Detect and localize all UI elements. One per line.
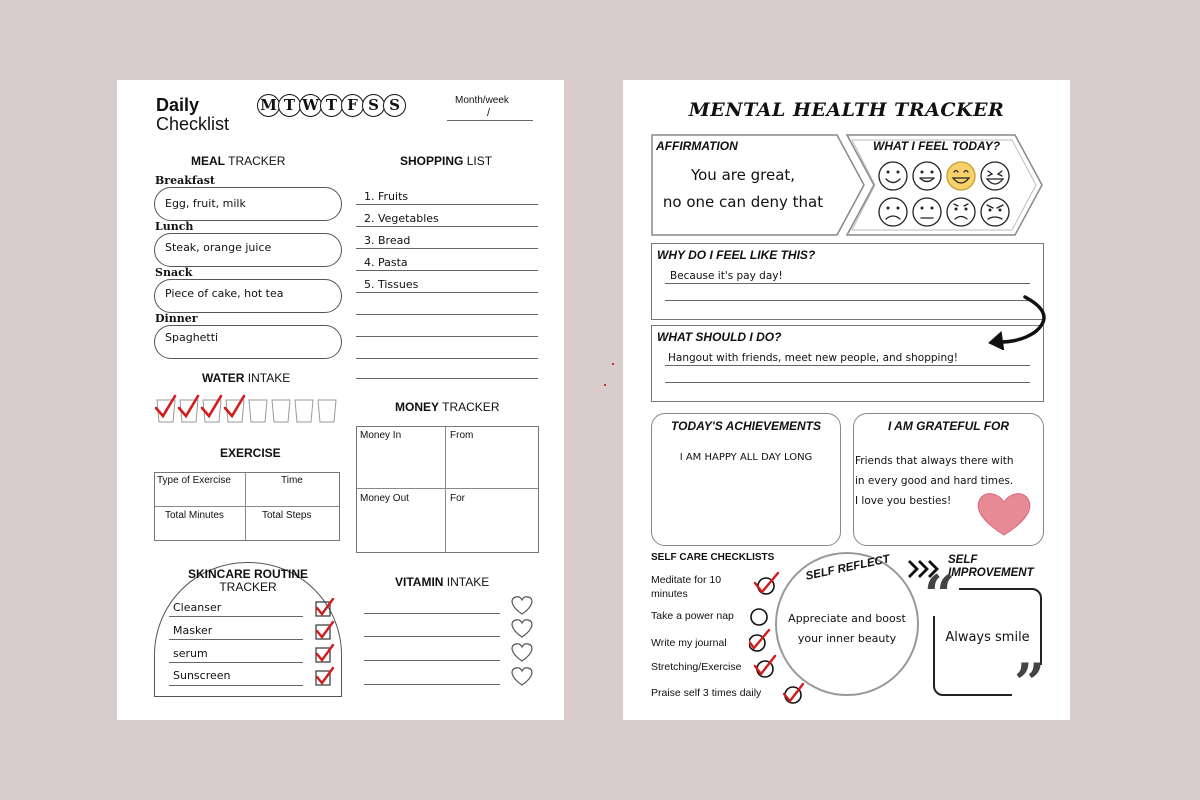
list-line: [665, 382, 1030, 383]
affirmation-text: [653, 162, 833, 216]
exercise-steps-header: Total Steps: [262, 510, 312, 521]
money-for-label: For: [450, 493, 465, 504]
skincare-item-serum: serum: [173, 647, 208, 660]
day-friday[interactable]: F: [341, 94, 364, 117]
shopping-item[interactable]: 5. Tissues: [364, 278, 419, 291]
day-monday[interactable]: M: [257, 94, 280, 117]
why-label: WHY DO I FEEL LIKE THIS?: [657, 248, 816, 262]
achievements-label: TODAY'S ACHIEVEMENTS: [671, 419, 821, 433]
daily-checklist-title: [156, 96, 229, 134]
grateful-label: I AM GRATEFUL FOR: [887, 419, 1010, 433]
heart-icon: [975, 490, 1033, 538]
snack-field[interactable]: [154, 279, 342, 313]
mood-faces[interactable]: [877, 160, 1013, 228]
list-line: [356, 292, 538, 293]
self-care-item-line: minutes: [651, 588, 688, 600]
self-improvement-line1: SELF: [948, 554, 978, 566]
day-wednesday[interactable]: W: [299, 94, 322, 117]
frown-face-icon: [879, 198, 907, 226]
shopping-item[interactable]: 1. Fruits: [364, 190, 409, 203]
self-improvement-label: [948, 554, 1034, 580]
list-line: [364, 613, 500, 614]
list-line: [356, 358, 538, 359]
self-care-item-meditate[interactable]: [651, 573, 721, 601]
affirmation-label: AFFIRMATION: [656, 139, 738, 153]
day-tuesday[interactable]: T: [278, 94, 301, 117]
meal-label-snack: Snack: [155, 266, 193, 279]
page-title: MENTAL HEALTH TRACKER: [688, 99, 1005, 121]
dinner-field[interactable]: [154, 325, 342, 359]
self-improvement-text[interactable]: Always smile: [945, 630, 1030, 645]
daily-checklist-page: [117, 80, 564, 720]
money-out-label: Money Out: [360, 493, 409, 504]
vitamin-hearts[interactable]: [508, 594, 536, 690]
skincare-item-masker: Masker: [173, 624, 213, 637]
self-care-item-journal[interactable]: Write my journal: [651, 637, 727, 649]
meal-label-dinner: Dinner: [155, 312, 198, 325]
self-reflect-line1: Appreciate and boost: [788, 612, 906, 625]
vitamin-intake-heading: VITAMIN INTAKE: [395, 575, 490, 589]
title-line-1: Daily: [156, 95, 200, 115]
list-line: [665, 300, 1030, 301]
list-line: [364, 636, 500, 637]
beaming-face-icon: [947, 162, 975, 190]
month-week-line: [447, 120, 533, 121]
snack-value: Piece of cake, hot tea: [165, 287, 284, 300]
achievements-text[interactable]: I AM HAPPY ALL DAY LONG: [679, 452, 813, 463]
mental-health-tracker-page: [623, 80, 1070, 720]
list-line: [665, 365, 1030, 366]
money-tracker-heading: MONEY TRACKER: [395, 400, 500, 414]
list-line: [665, 283, 1030, 284]
skincare-checkboxes[interactable]: [314, 598, 336, 690]
list-line: [169, 639, 303, 640]
self-improvement-line2: IMPROVEMENT: [948, 567, 1034, 579]
skincare-item-sunscreen: Sunscreen: [173, 669, 231, 682]
title-line-2: Checklist: [156, 114, 230, 134]
shopping-list-heading: SHOPPING LIST: [400, 154, 493, 168]
curved-arrow-icon: [985, 294, 1051, 350]
list-line: [356, 248, 538, 249]
money-from-label: From: [450, 430, 474, 441]
self-care-item-praise[interactable]: Praise self 3 times daily: [651, 687, 762, 699]
exercise-type-header: Type of Exercise: [157, 475, 231, 486]
self-care-label: SELF CARE CHECKLISTS: [651, 552, 775, 563]
exercise-heading: EXERCISE: [220, 446, 281, 460]
meal-tracker-heading: MEAL TRACKER: [191, 154, 286, 168]
laughing-face-icon: [981, 162, 1009, 190]
shopping-item[interactable]: 4. Pasta: [364, 256, 408, 269]
decor-dot: [612, 363, 614, 365]
list-line: [356, 336, 538, 337]
list-line: [364, 684, 500, 685]
money-table: [356, 426, 539, 553]
affirmation-line1: You are great,: [690, 166, 796, 184]
skincare-heading-line2: TRACKER: [219, 580, 277, 594]
open-quote-icon: “: [924, 563, 956, 627]
shopping-item[interactable]: 2. Vegetables: [364, 212, 439, 225]
self-reflect-label: SELF REFLECT: [804, 553, 891, 583]
skincare-heading-line1: SKINCARE ROUTINE: [187, 567, 308, 581]
close-quote-icon: ”: [1014, 651, 1046, 715]
meal-label-lunch: Lunch: [155, 220, 194, 233]
day-saturday[interactable]: S: [362, 94, 385, 117]
self-care-item-line: Meditate for 10: [651, 574, 722, 586]
list-line: [169, 616, 303, 617]
weekday-selector: [257, 94, 404, 117]
should-answer[interactable]: Hangout with friends, meet new people, and shopping!: [668, 352, 958, 364]
skincare-heading: [154, 568, 342, 594]
self-care-item-nap[interactable]: Take a power nap: [651, 610, 734, 622]
lunch-value: Steak, orange juice: [165, 241, 272, 254]
day-sunday[interactable]: S: [383, 94, 406, 117]
angry-face-icon: [981, 198, 1009, 226]
grateful-line3: I love you besties!: [855, 495, 952, 507]
divider: [155, 506, 339, 507]
shopping-item[interactable]: 3. Bread: [364, 234, 411, 247]
list-line: [364, 660, 500, 661]
affirmation-line2: no one can deny that: [662, 193, 824, 211]
grateful-line1: Friends that always there with: [855, 455, 1014, 467]
neutral-face-icon: [913, 198, 941, 226]
smile-face-icon: [879, 162, 907, 190]
grateful-line2: in every good and hard times.: [855, 475, 1014, 487]
list-line: [169, 685, 303, 686]
list-line: [356, 378, 538, 379]
exercise-time-header: Time: [281, 475, 303, 486]
month-week-value[interactable]: /: [487, 107, 491, 119]
divider: [357, 488, 538, 489]
divider: [445, 427, 446, 552]
dinner-value: Spaghetti: [165, 331, 219, 344]
list-line: [169, 662, 303, 663]
month-week-label: Month/week: [455, 95, 509, 106]
worried-face-icon: [947, 198, 975, 226]
self-reflect-line2: your inner beauty: [797, 632, 897, 645]
exercise-table: [154, 472, 340, 541]
list-line: [356, 204, 538, 205]
skincare-item-cleanser: Cleanser: [173, 601, 222, 614]
feel-today-label: WHAT I FEEL TODAY?: [873, 139, 1001, 153]
breakfast-value: Egg, fruit, milk: [165, 197, 246, 210]
self-reflect-text[interactable]: [775, 609, 919, 649]
lunch-field[interactable]: [154, 233, 342, 267]
list-line: [356, 270, 538, 271]
list-line: [356, 226, 538, 227]
decor-dot: [604, 384, 606, 386]
water-intake-heading: WATER INTAKE: [202, 371, 291, 385]
should-label: WHAT SHOULD I DO?: [657, 330, 782, 344]
why-answer[interactable]: Because it's pay day!: [670, 270, 783, 282]
breakfast-field[interactable]: [154, 187, 342, 221]
meal-label-breakfast: Breakfast: [155, 174, 215, 187]
exercise-minutes-header: Total Minutes: [165, 510, 224, 521]
money-in-label: Money In: [360, 430, 402, 441]
list-line: [356, 314, 538, 315]
self-care-item-stretch[interactable]: Stretching/Exercise: [651, 661, 742, 673]
day-thursday[interactable]: T: [320, 94, 343, 117]
water-glasses[interactable]: [155, 392, 340, 424]
grin-face-icon: [913, 162, 941, 190]
